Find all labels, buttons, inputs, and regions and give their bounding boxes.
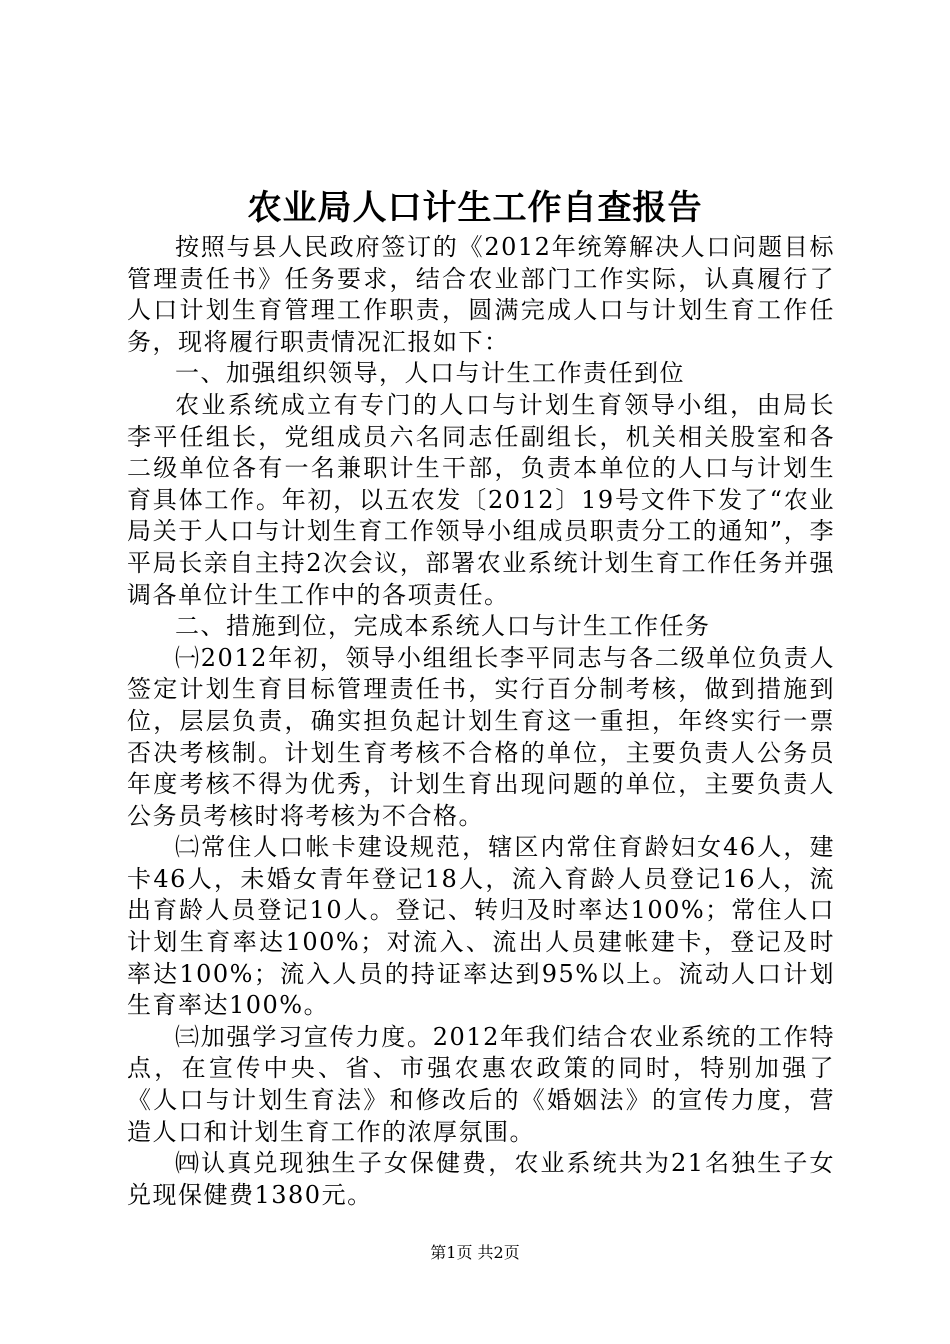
section-heading-1: 一、加强组织领导，人口与计生工作责任到位 (175, 359, 685, 388)
item-1-paragraph: ㈠2012年初，领导小组组长李平同志与各二级单位负责人签定计划生育目标管理责任书，实行百分制考核，做到措施到位，层层负责，确实担负起计划生育这一重担，年终实行一票否决考核制。计划生育考核不合格的单位，主要负责人公务员年度考核不得为优秀，计划生育出现问题的单位，主要负责人公务员考核时将考核为不合格。 (127, 643, 835, 830)
intro-paragraph: 按照与县人民政府签订的《2012年统筹解决人口问题目标管理责任书》任务要求，结合农业部门工作实际，认真履行了人口计划生育管理工作职责，圆满完成人口与计划生育工作任务，现将履行职责情况汇报如下： (127, 233, 835, 356)
document-body (127, 232, 835, 1211)
item-3-paragraph: ㈢加强学习宣传力度。2012年我们结合农业系统的工作特点，在宣传中央、省、市强农惠农政策的同时，特别加强了《人口与计划生育法》和修改后的《婚姻法》的宣传力度，营造人口和计划生育工作的浓厚氛围。 (127, 1022, 835, 1146)
section-heading-2: 二、措施到位，完成本系统人口与计生工作任务 (175, 612, 711, 641)
document-title: 农业局人口计生工作自查报告 (247, 188, 703, 228)
page-number-footer: 第1页 共2页 (430, 1243, 520, 1262)
item-2-paragraph: ㈡常住人口帐卡建设规范，辖区内常住育龄妇女46人，建卡46人，未婚女青年登记18人，流入育龄人员登记16人，流出育龄人员登记10人。登记、转归及时率达100%；常住人口计划生育率达100%；对流入、流出人员建帐建卡，登记及时率达100%；流入人员的持证率达到95%以上。流动人口计划生育率达100%。 (127, 833, 835, 1020)
section-1-paragraph: 农业系统成立有专门的人口与计划生育领导小组，由局长李平任组长，党组成员六名同志任副组长，机关相关股室和各二级单位各有一名兼职计生干部，负责本单位的人口与计划生育具体工作。年初，以五农发〔2012〕19号文件下发了“农业局关于人口与计划生育工作领导小组成员职责分工的通知”，李平局长亲自主持2次会议，部署农业系统计划生育工作任务并强调各单位计生工作中的各项责任。 (127, 390, 835, 609)
item-4-paragraph: ㈣认真兑现独生子女保健费，农业系统共为21名独生子女兑现保健费1380元。 (127, 1149, 835, 1209)
